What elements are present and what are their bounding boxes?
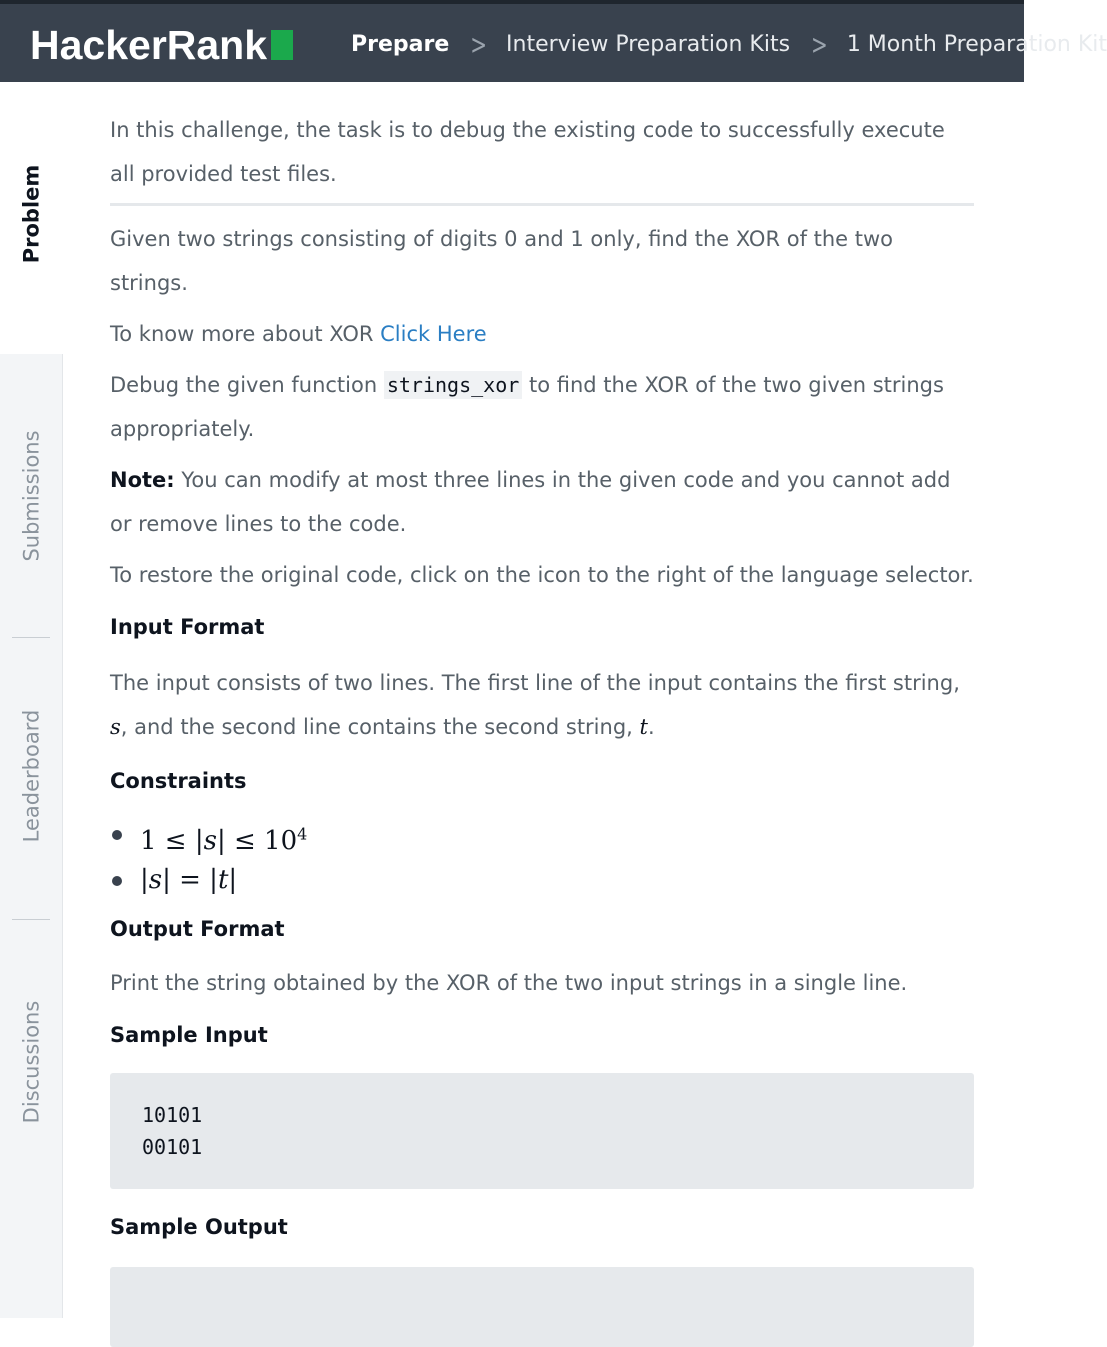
constraint-length: $1 \le |s| \le 10^4$	[140, 824, 308, 856]
sample-input-line: 10101	[142, 1103, 203, 1127]
input-format-text	[110, 661, 974, 749]
breadcrumb-prepare[interactable]: Prepare	[351, 32, 450, 57]
debug-suffix: to find the XOR of the two given strings appropriately.	[110, 373, 944, 441]
input-format-heading: Input Format	[110, 615, 265, 639]
tab-leaderboard[interactable]	[0, 684, 63, 868]
input-text-2: , and the second line contains the second string,	[120, 715, 640, 739]
constraints-heading: Constraints	[110, 769, 247, 793]
debug-prefix: Debug the given function	[110, 373, 384, 397]
note-label: Note:	[110, 468, 175, 492]
hackerrank-logo[interactable]	[30, 22, 293, 69]
xor-info-text: To know more about XOR	[110, 322, 381, 346]
tab-problem-label: Problem	[19, 164, 44, 264]
sample-input-heading: Sample Input	[110, 1023, 268, 1047]
output-format-text: Print the string obtained by the XOR of the two input strings in a single line.	[110, 971, 908, 995]
brand-name: HackerRank	[30, 22, 268, 68]
constraint-item	[110, 811, 974, 857]
constraint-equal: |s| = |t|	[140, 865, 238, 895]
sample-output-block	[110, 1267, 974, 1347]
top-navigation-bar	[0, 0, 1107, 82]
statement-text: Given two strings consisting of digits 0 and 1 only, find the XOR of the two strings.	[110, 227, 894, 295]
breadcrumb	[351, 27, 1107, 61]
restore-text: To restore the original code, click on the icon to the right of the language selector.	[110, 563, 974, 587]
sample-input-line: 00101	[142, 1135, 203, 1159]
input-text-1: The input consists of two lines. The first line of the input contains the first string,	[110, 671, 960, 695]
sample-output-heading: Sample Output	[110, 1215, 288, 1239]
bullet-icon	[112, 876, 122, 886]
function-name-code: strings_xor	[384, 371, 522, 399]
side-tab-rail	[0, 82, 63, 1318]
note-body: You can modify at most three lines in the given code and you cannot add or remove lines to the code.	[110, 468, 951, 536]
divider	[110, 203, 974, 206]
input-text-3: .	[647, 715, 655, 739]
constraint-item	[110, 857, 974, 903]
tab-submissions[interactable]	[0, 404, 63, 588]
chevron-right-icon: >	[470, 27, 488, 61]
chevron-right-icon: >	[811, 27, 828, 61]
tab-problem[interactable]	[0, 122, 63, 306]
tab-submissions-label: Submissions	[19, 430, 44, 562]
xor-click-here-link[interactable]: Click Here	[380, 322, 487, 346]
tab-divider	[12, 637, 50, 638]
tab-discussions[interactable]	[0, 970, 63, 1154]
debug-text	[110, 363, 974, 451]
tab-discussions-label: Discussions	[19, 1000, 44, 1124]
tab-leaderboard-label: Leaderboard	[19, 709, 44, 843]
var-t: t	[639, 715, 648, 739]
sample-input-block	[110, 1073, 974, 1189]
intro-text: In this challenge, the task is to debug the existing code to successfully execute all provided test files.	[110, 118, 945, 186]
bullet-icon	[112, 830, 122, 840]
logo-block-icon	[271, 30, 293, 60]
tab-divider	[12, 919, 50, 920]
var-s: s	[110, 715, 121, 739]
breadcrumb-interview-kits[interactable]: Interview Preparation Kits	[506, 32, 791, 57]
breadcrumb-month-kit[interactable]: 1 Month Preparation Kit	[846, 32, 1107, 57]
xor-info	[110, 312, 974, 356]
problem-statement	[110, 108, 974, 1347]
constraints-list	[110, 811, 974, 903]
output-format-heading: Output Format	[110, 917, 285, 941]
note-text	[110, 458, 974, 546]
